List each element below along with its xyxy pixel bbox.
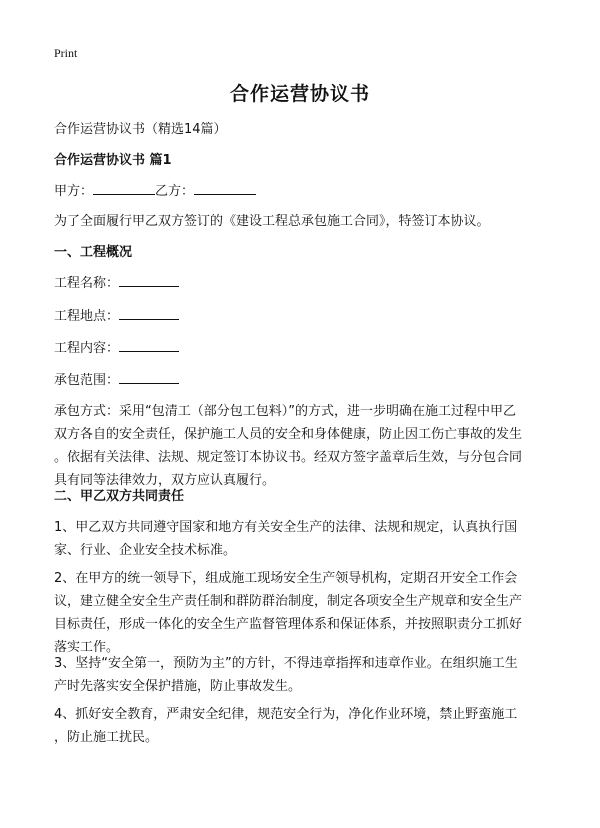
- field-project-name: [54, 272, 546, 295]
- document-subtitle: 合作运营协议书（精选14篇）: [54, 122, 227, 137]
- field-project-content: [54, 337, 546, 360]
- field-contract-scope: [54, 369, 546, 392]
- paragraph-line: 产时先落实安全保护措施，防止事故发生。: [54, 679, 302, 694]
- contract-method-paragraph: [54, 400, 546, 492]
- heading-project-overview: 一、工程概况: [54, 245, 133, 260]
- section-heading: 合作运营协议书 篇1: [54, 153, 172, 168]
- paragraph-line: 具有同等法律效力，双方应认真履行。: [54, 473, 276, 488]
- party-a-label: 甲方：: [54, 184, 94, 199]
- paragraph-line: ，防止施工扰民。: [54, 730, 159, 745]
- print-label: Print: [54, 46, 78, 60]
- responsibility-item-3: [54, 652, 546, 698]
- field-label: 工程地点：: [54, 309, 120, 324]
- intro-paragraph: 为了全面履行甲乙双方签订的《建设工程总承包施工合同》，特签订本协议。: [54, 214, 490, 229]
- field-blank: [119, 274, 179, 287]
- party-a-blank: [93, 182, 155, 195]
- heading-joint-responsibility: 二、甲乙双方共同责任: [54, 489, 185, 504]
- party-b-label: 乙方：: [155, 184, 195, 199]
- responsibility-item-1: [54, 516, 546, 562]
- field-label: 工程内容：: [54, 341, 120, 356]
- paragraph-line: 落实工作。: [54, 640, 120, 655]
- field-label: 工程名称：: [54, 276, 120, 291]
- field-label: 承包范围：: [54, 373, 120, 388]
- field-blank: [119, 307, 179, 320]
- document-title: 合作运营协议书: [229, 83, 370, 105]
- paragraph-line: 3、坚持“安全第一，预防为主”的方针，不得违章指挥和违章作业。在组织施工生: [54, 656, 518, 671]
- paragraph-line: 4、抓好安全教育，严肃安全纪律，规范安全行为，净化作业环境，禁止野蛮施工: [54, 707, 518, 722]
- paragraph-line: 目标责任，形成一体化的安全生产监督管理体系和保证体系，并按照职责分工抓好: [54, 617, 523, 632]
- paragraph-line: 承包方式：采用“包清工（部分包工包料）”的方式，进一步明确在施工过程中甲乙: [54, 404, 516, 419]
- field-blank: [119, 371, 179, 384]
- field-project-location: [54, 305, 546, 328]
- party-b-blank: [194, 182, 256, 195]
- paragraph-line: 议，建立健全安全生产责任制和群防群治制度，制定各项安全生产规章和安全生产: [54, 594, 523, 609]
- paragraph-line: 。依据有关法律、法规、规定签订本协议书。经双方签字盖章后生效，与分包合同: [54, 450, 523, 465]
- field-blank: [119, 339, 179, 352]
- responsibility-item-4: [54, 703, 546, 749]
- paragraph-line: 2、在甲方的统一领导下，组成施工现场安全生产领导机构，定期召开安全工作会: [54, 571, 518, 586]
- paragraph-line: 家、行业、企业安全技术标准。: [54, 543, 237, 558]
- paragraph-line: 1、甲乙双方共同遵守国家和地方有关安全生产的法律、法规和规定，认真执行国: [54, 520, 518, 535]
- paragraph-line: 双方各自的安全责任，保护施工人员的安全和身体健康，防止因工伤亡事故的发生: [54, 427, 523, 442]
- parties-line: [54, 180, 546, 203]
- responsibility-item-2: [54, 567, 546, 659]
